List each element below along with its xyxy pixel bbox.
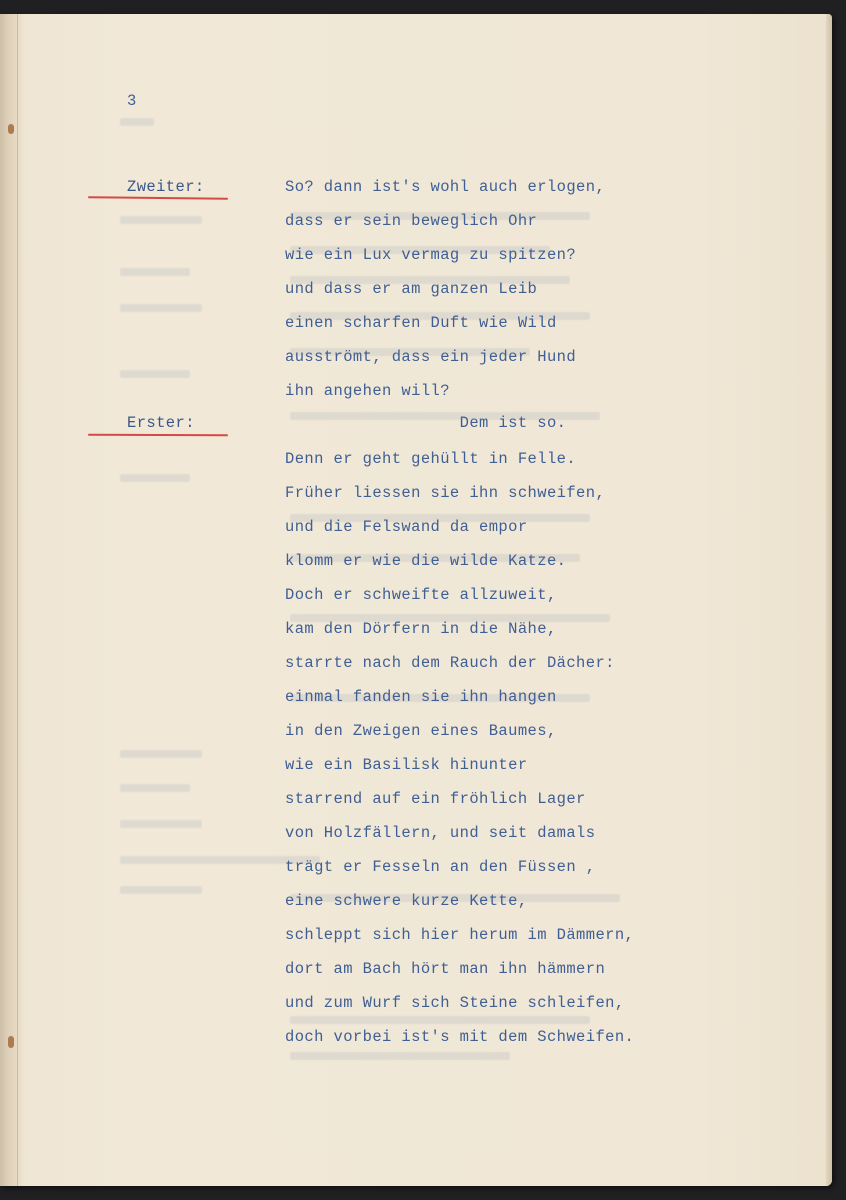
verse-line: starrend auf ein fröhlich Lager [285, 790, 586, 808]
page-edge [826, 14, 832, 1186]
verse-line: und zum Wurf sich Steine schleifen, [285, 994, 625, 1012]
verse-line: einen scharfen Duft wie Wild [285, 314, 557, 332]
verse-line: von Holzfällern, und seit damals [285, 824, 596, 842]
verse-line: dass er sein beweglich Ohr [285, 212, 538, 230]
verse-line: klomm er wie die wilde Katze. [285, 552, 567, 570]
speaker-label-zweiter: Zweiter: [127, 178, 205, 196]
binding-fold [17, 14, 18, 1186]
verse-line: trägt er Fesseln an den Füssen , [285, 858, 596, 876]
verse-line: So? dann ist's wohl auch erlogen, [285, 178, 606, 196]
verse-line: doch vorbei ist's mit dem Schweifen. [285, 1028, 635, 1046]
verse-line: in den Zweigen eines Baumes, [285, 722, 557, 740]
verse-line: wie ein Basilisk hinunter [285, 756, 528, 774]
verse-line: einmal fanden sie ihn hangen [285, 688, 557, 706]
verse-line: dort am Bach hört man ihn hämmern [285, 960, 606, 978]
verse-line: Doch er schweifte allzuweit, [285, 586, 557, 604]
binding-stain-mark [8, 1036, 14, 1048]
verse-line: Dem ist so. [285, 414, 567, 432]
page-number: 3 [127, 92, 137, 110]
verse-line: Früher liessen sie ihn schweifen, [285, 484, 606, 502]
verse-line: wie ein Lux vermag zu spitzen? [285, 246, 577, 264]
verse-line: und die Felswand da empor [285, 518, 528, 536]
verse-line: eine schwere kurze Kette, [285, 892, 528, 910]
verse-line: ihn angehen will? [285, 382, 450, 400]
verse-line: schleppt sich hier herum im Dämmern, [285, 926, 635, 944]
verse-line: und dass er am ganzen Leib [285, 280, 538, 298]
verse-line: ausströmt, dass ein jeder Hund [285, 348, 577, 366]
speaker-label-erster: Erster: [127, 414, 195, 432]
page-binding [0, 14, 22, 1186]
verse-line: starrte nach dem Rauch der Dächer: [285, 654, 615, 672]
verse-line: Denn er geht gehüllt in Felle. [285, 450, 577, 468]
binding-stain-mark [8, 124, 14, 134]
verse-line: kam den Dörfern in die Nähe, [285, 620, 557, 638]
